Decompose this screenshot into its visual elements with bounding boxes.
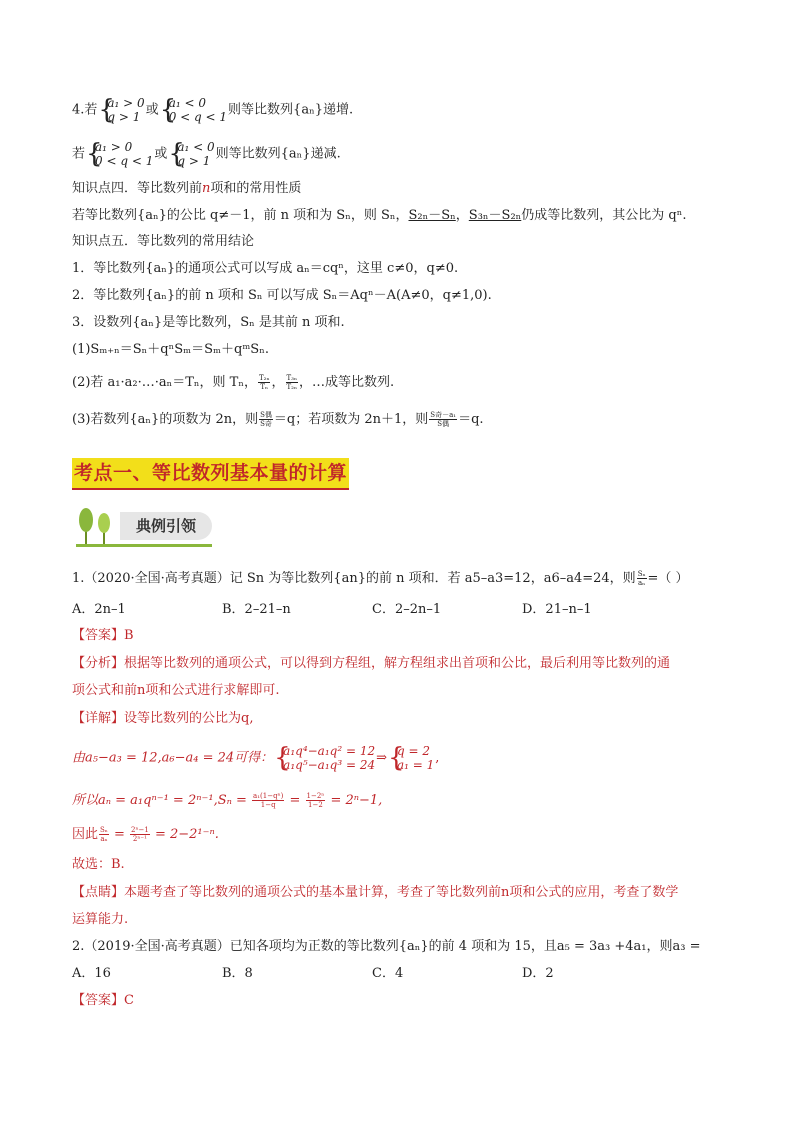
frac-num: 2ⁿ−1 bbox=[131, 826, 149, 834]
kp5-c3-2b: ，…成等比数列. bbox=[299, 375, 395, 390]
kp4-heading-n: n bbox=[202, 181, 211, 196]
system-brace: { a₁q⁴−a₁q² = 12 a₁q⁵−a₁q³ = 24 bbox=[274, 743, 376, 773]
kp5-c2: 2．等比数列{aₙ}的前 n 项和 Sₙ 可以写成 Sₙ＝Aqⁿ－A(A≠0，q≠1,0). bbox=[72, 288, 492, 303]
or-text: 或 bbox=[145, 102, 159, 118]
q1-answer bbox=[72, 627, 134, 645]
answer-value: C bbox=[124, 993, 134, 1008]
eq: = bbox=[109, 827, 130, 842]
detail-tag: 【详解】 bbox=[72, 711, 125, 726]
q1-stem-end: =（ ） bbox=[647, 571, 689, 586]
frac-den: T₂ₙ bbox=[286, 383, 298, 391]
option-b[interactable]: B．8 bbox=[222, 966, 253, 981]
q2-stem: 2.（2019·全国·高考真题）已知各项均为正数的等比数列{aₙ}的前 4 项和为 15，且a₅ = 3a₃ +4a₁，则a₃ = bbox=[72, 939, 701, 954]
option-c[interactable]: C．2–2n–1 bbox=[372, 602, 442, 617]
prop4-line2 bbox=[72, 140, 341, 168]
answer-value: B bbox=[124, 628, 134, 643]
kp5-c3-3c: ＝q. bbox=[458, 412, 484, 427]
kp4-heading-a: 知识点四．等比数列前 bbox=[72, 181, 203, 196]
frac-num: S偶 bbox=[260, 411, 272, 419]
comment-text: 本题考查了等比数列的通项公式的基本量计算，考查了等比数列前n项和公式的应用，考查了数学 bbox=[124, 885, 679, 900]
kp4-text-b: 仍成等比数列，其公比为 qⁿ. bbox=[521, 208, 687, 223]
fraction bbox=[258, 374, 271, 391]
kp4-underline-2: S₃ₙ－S₂ₙ bbox=[468, 208, 522, 223]
prop4-line1 bbox=[72, 96, 353, 124]
frac-den: aₙ bbox=[638, 579, 646, 587]
q2-answer bbox=[72, 992, 134, 1010]
fraction bbox=[286, 374, 299, 391]
option-d[interactable]: D．2 bbox=[522, 966, 554, 981]
kp4-heading bbox=[72, 180, 301, 198]
q2-options bbox=[72, 965, 672, 983]
kp4-text bbox=[72, 207, 687, 225]
q1-options bbox=[72, 601, 672, 619]
option-b[interactable]: B．2–21–n bbox=[222, 602, 291, 617]
kp5-c3-1: (1)Sₘ₊ₙ＝Sₙ＋qⁿSₘ＝Sₘ＋qᵐSₙ. bbox=[72, 342, 269, 357]
kp4-heading-b: 项和的常用性质 bbox=[210, 181, 302, 196]
system-brace: { q = 2 a₁ = 1 bbox=[388, 743, 435, 773]
kp5-c3-2 bbox=[72, 374, 394, 392]
sys-row: q = 2 bbox=[397, 744, 430, 758]
kp4-underline-1: S₂ₙ－Sₙ bbox=[408, 208, 456, 223]
frac-den: 1−q bbox=[260, 801, 276, 809]
or-text: 或 bbox=[154, 146, 168, 162]
sep: ， bbox=[271, 375, 285, 390]
detail-4-end: = 2−2¹⁻ⁿ. bbox=[150, 827, 219, 842]
kp4-text-a: 若等比数列{aₙ}的公比 q≠－1，前 n 项和为 Sₙ，则 Sₙ， bbox=[72, 208, 409, 223]
sys-row: a₁q⁵−a₁q³ = 24 bbox=[283, 758, 376, 772]
fraction bbox=[306, 792, 326, 809]
frac-num: 1−2ⁿ bbox=[306, 792, 325, 800]
detail-2b: , bbox=[435, 750, 440, 766]
prop4-lead2: 若 bbox=[72, 146, 86, 162]
frac-den: 2ⁿ⁻¹ bbox=[132, 835, 147, 843]
prop4-tail2: 则等比数列{aₙ}递减. bbox=[215, 146, 341, 162]
system-brace: { a₁ < 0 0 < q < 1 bbox=[159, 95, 228, 125]
eq: = bbox=[285, 793, 305, 808]
frac-den: S偶 bbox=[437, 420, 450, 428]
q1-choose: 故选：B. bbox=[72, 857, 125, 872]
system-brace: { a₁ > 0 q > 1 bbox=[98, 95, 145, 125]
sys-row: q > 1 bbox=[107, 110, 141, 124]
kp5-c3-3 bbox=[72, 411, 484, 429]
q1-comment-2: 运算能力. bbox=[72, 912, 129, 927]
sys-row: q > 1 bbox=[177, 154, 211, 168]
system-brace: { a₁ > 0 0 < q < 1 bbox=[86, 139, 154, 169]
kp5-c3: 3．设数列{aₙ}是等比数列，Sₙ 是其前 n 项和. bbox=[72, 315, 345, 330]
frac-num: Sₙ bbox=[100, 826, 108, 834]
sys-row: a₁ < 0 bbox=[168, 96, 207, 110]
kp5-c1: 1．等比数列{aₙ}的通项公式可以写成 aₙ＝cqⁿ，这里 c≠0，q≠0. bbox=[72, 261, 459, 276]
frac-den: aₙ bbox=[100, 835, 108, 843]
analysis-text: 根据等比数列的通项公式，可以得到方程组，解方程组求出首项和公比，最后利用等比数列的通 bbox=[124, 656, 671, 671]
frac-num: a₁(1−qⁿ) bbox=[253, 792, 284, 800]
q1-stem-text: 1.（2020·全国·高考真题）记 Sn 为等比数列{an}的前 n 项和．若 a5–a3=12，a6–a4=24，则 bbox=[72, 571, 636, 586]
detail-3-end: = 2ⁿ−1, bbox=[326, 793, 383, 808]
option-a[interactable]: A．16 bbox=[72, 966, 111, 981]
section-title: 考点一、等比数列基本量的计算 bbox=[72, 458, 349, 490]
frac-num: Sₙ bbox=[637, 570, 646, 578]
sys-row: a₁ < 0 bbox=[177, 140, 215, 154]
detail-3: 所以aₙ = a₁qⁿ⁻¹ = 2ⁿ⁻¹,Sₙ = bbox=[72, 793, 252, 808]
frac-num: S奇－a₁ bbox=[430, 411, 457, 419]
banner-underline bbox=[76, 544, 212, 547]
banner-label: 典例引领 bbox=[120, 512, 212, 540]
sys-row: a₁ = 1 bbox=[397, 758, 435, 772]
detail-4a: 因此 bbox=[72, 827, 99, 842]
kp5-c3-3a: (3)若数列{aₙ}的项数为 2n，则 bbox=[72, 412, 259, 427]
comment-tag: 【点睛】 bbox=[72, 885, 125, 900]
q1-detail-4 bbox=[72, 826, 219, 844]
fraction bbox=[429, 411, 457, 428]
q1-stem bbox=[72, 570, 689, 588]
frac-den: S奇 bbox=[260, 420, 272, 428]
sys-row: a₁ > 0 bbox=[107, 96, 145, 110]
prop4-lead: 4.若 bbox=[72, 102, 98, 118]
detail-2a: 由a₅−a₃ = 12,a₆−a₄ = 24可得： bbox=[72, 750, 274, 766]
prop4-tail: 则等比数列{aₙ}递增. bbox=[228, 102, 354, 118]
kp4-sep: ， bbox=[455, 208, 469, 223]
fraction bbox=[99, 826, 109, 843]
option-d[interactable]: D．21–n–1 bbox=[522, 602, 592, 617]
analysis-tag: 【分析】 bbox=[72, 656, 125, 671]
sys-row: 0 < q < 1 bbox=[95, 154, 154, 168]
fraction bbox=[252, 792, 284, 809]
arrow: ⇒ bbox=[376, 750, 387, 766]
q1-detail-2 bbox=[72, 744, 439, 772]
q1-detail-3 bbox=[72, 792, 382, 810]
answer-tag: 【答案】 bbox=[72, 993, 125, 1008]
example-banner bbox=[72, 506, 212, 546]
option-c[interactable]: C．4 bbox=[372, 966, 404, 981]
q1-analysis-2: 项公式和前n项和公式进行求解即可. bbox=[72, 683, 280, 698]
kp5-c3-2a: (2)若 a₁·a₂·…·aₙ＝Tₙ，则 Tₙ， bbox=[72, 375, 257, 390]
fraction bbox=[130, 826, 150, 843]
tree-icon bbox=[76, 506, 120, 546]
sys-row: a₁q⁴−a₁q² = 12 bbox=[283, 744, 376, 758]
sys-row: a₁ > 0 bbox=[95, 140, 133, 154]
option-a[interactable]: A．2n–1 bbox=[72, 602, 126, 617]
q1-analysis-1 bbox=[72, 655, 670, 673]
frac-num: T₃ₙ bbox=[286, 374, 298, 382]
q1-detail-1 bbox=[72, 710, 253, 728]
frac-den: Tₙ bbox=[260, 383, 269, 391]
sys-row: 0 < q < 1 bbox=[168, 110, 228, 124]
system-brace: { a₁ < 0 q > 1 bbox=[168, 139, 215, 169]
fraction bbox=[259, 411, 273, 428]
frac-num: T₂ₙ bbox=[258, 374, 270, 382]
kp5-heading: 知识点五．等比数列的常用结论 bbox=[72, 234, 255, 249]
fraction bbox=[637, 570, 647, 587]
kp5-c3-3b: ＝q；若项数为 2n＋1，则 bbox=[273, 412, 429, 427]
answer-tag: 【答案】 bbox=[72, 628, 125, 643]
q1-comment-1 bbox=[72, 884, 678, 902]
detail-text: 设等比数列的公比为q, bbox=[124, 711, 254, 726]
frac-den: 1−2 bbox=[308, 801, 323, 809]
